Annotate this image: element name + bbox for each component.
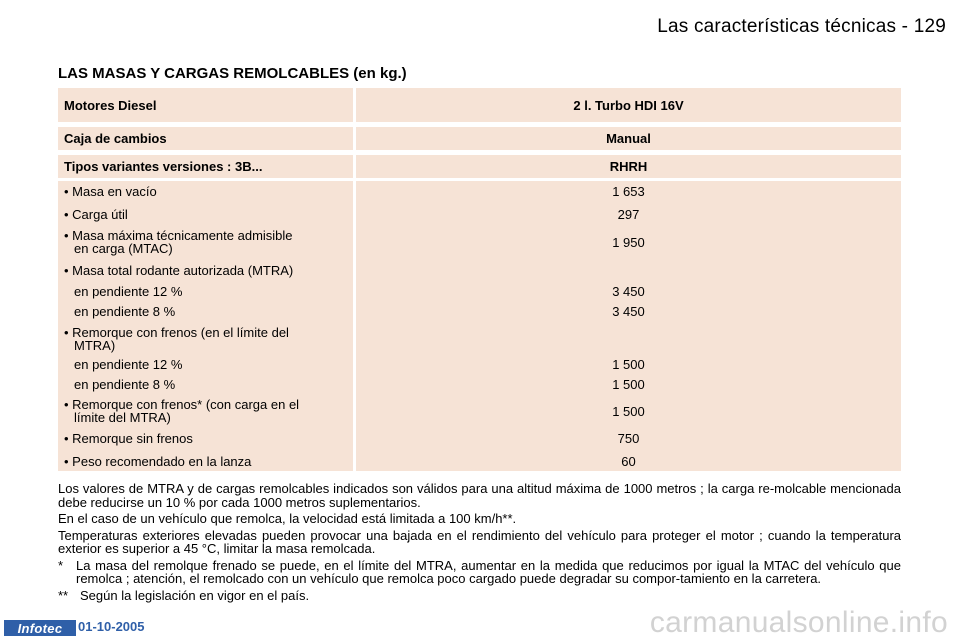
row-label	[64, 229, 349, 255]
row-label	[64, 398, 349, 424]
note-paragraph: En el caso de un vehículo que remolca, la velocidad está limitada a 100 km/h**.	[58, 511, 517, 526]
row-label-cont: límite del MTRA)	[74, 410, 171, 425]
row-value: 1 500	[612, 404, 645, 419]
table-header-label: Tipos variantes versiones : 3B...	[64, 159, 263, 174]
row-label: • Masa en vacío	[64, 184, 157, 199]
row-label-line: • Remorque con frenos (en el límite del	[64, 325, 289, 340]
row-value: 750	[617, 431, 640, 446]
row-label: en pendiente 8 %	[74, 304, 176, 319]
notes-block	[58, 482, 901, 605]
table-header-row	[58, 127, 901, 150]
row-label-line: • Remorque con frenos* (con carga en el	[64, 397, 300, 412]
table-header-row	[58, 88, 901, 122]
footnote	[58, 559, 901, 586]
page-header: Las características técnicas - 129	[657, 16, 946, 37]
table-header-label: Motores Diesel	[64, 97, 157, 113]
footnote	[58, 589, 901, 603]
table-header-cell	[58, 127, 353, 150]
row-value: 1 653	[612, 184, 645, 199]
table-header-cell	[356, 127, 901, 150]
row-label: • Peso recomendado en la lanza	[64, 454, 252, 469]
table-header-label: Caja de cambios	[64, 131, 167, 146]
table-header-cell	[58, 155, 353, 178]
table-header-value: Manual	[606, 131, 651, 146]
table-header-cell	[356, 155, 901, 178]
row-value: 1 950	[612, 235, 645, 250]
infotec-logo: Infotec	[4, 620, 76, 636]
row-value: 3 450	[612, 304, 645, 319]
row-label: • Masa total rodante autorizada (MTRA)	[64, 263, 294, 278]
row-label: • Carga útil	[64, 207, 128, 222]
row-value: 1 500	[612, 377, 645, 392]
section-title: LAS MASAS Y CARGAS REMOLCABLES (en kg.)	[58, 65, 407, 82]
table-header-cell	[58, 88, 353, 122]
site-watermark: carmanualsonline.info	[649, 606, 948, 639]
table-header-cell	[356, 88, 901, 122]
row-label-cont: MTRA)	[74, 338, 116, 353]
footnote-text: Según la legislación en vigor en el país.	[80, 587, 310, 603]
table-body-right	[356, 181, 901, 471]
footer-date: 01-10-2005	[78, 619, 145, 634]
table-header-row	[58, 155, 901, 178]
row-label-cont: en carga (MTAC)	[74, 241, 173, 256]
row-label: en pendiente 12 %	[74, 284, 183, 299]
row-label: en pendiente 8 %	[74, 377, 176, 392]
footnote-mark: *	[58, 557, 64, 573]
row-label: en pendiente 12 %	[74, 357, 183, 372]
note-paragraph: Temperaturas exteriores elevadas pueden provocar una bajada en el rendimiento del vehículo para proteger el motor ; cuando la temperatura exterior es superior a 45 °C, limitar la masa remolcada.	[58, 527, 901, 556]
note-paragraph: Los valores de MTRA y de cargas remolcables indicados son válidos para una altitud máxima de 1000 metros ; la carga re-molcable mencionada debe reducirse un 10 % por cada 1000 metros suplementarios.	[58, 481, 901, 510]
table-body	[58, 181, 901, 471]
footnote-mark: **	[58, 587, 69, 603]
row-label	[64, 326, 349, 352]
row-value: 297	[617, 207, 640, 222]
row-label-line: • Masa máxima técnicamente admisible	[64, 228, 293, 243]
table-header-value: RHRH	[609, 159, 648, 174]
row-value: 3 450	[612, 284, 645, 299]
row-value: 60	[621, 454, 636, 469]
table-header-value: 2 l. Turbo HDI 16V	[573, 97, 684, 113]
row-label: • Remorque sin frenos	[64, 431, 193, 446]
row-value: 1 500	[612, 357, 645, 372]
footnote-text: La masa del remolque frenado se puede, en el límite del MTRA, aumentar en la medida que reducimos por igual la MTAC del vehículo que remolca ; atención, el remolcado con un vehículo que remolca poco cargado puede degradar su compor-tamiento en la carretera.	[76, 557, 901, 586]
